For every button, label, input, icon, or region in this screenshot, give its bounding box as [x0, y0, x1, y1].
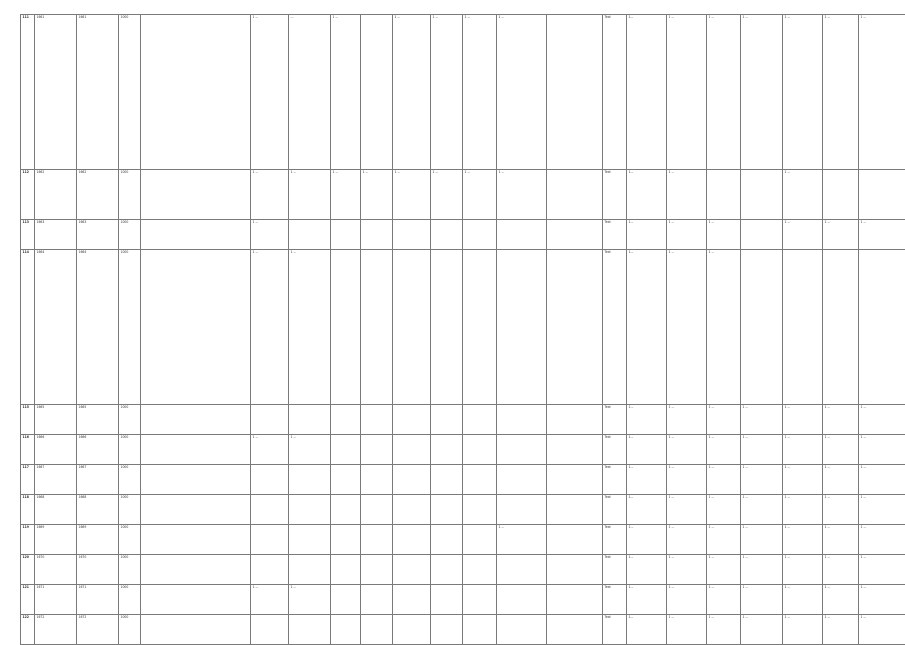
- table-cell[interactable]: [393, 525, 431, 555]
- table-cell[interactable]: [393, 250, 431, 405]
- table-cell[interactable]: 1...: [627, 615, 667, 645]
- table-cell[interactable]: 1...: [627, 555, 667, 585]
- table-cell[interactable]: 1...: [627, 525, 667, 555]
- table-cell[interactable]: 1 ...: [251, 15, 289, 170]
- table-cell[interactable]: [393, 555, 431, 585]
- table-cell[interactable]: 122: [21, 615, 35, 645]
- table-cell[interactable]: 1 ...: [497, 15, 547, 170]
- table-row: [21, 615, 905, 645]
- table-cell[interactable]: 1 ...: [251, 250, 289, 405]
- table-cell[interactable]: 1 ...: [741, 405, 783, 435]
- table-cell[interactable]: 1 ...: [361, 170, 393, 220]
- table-cell[interactable]: [497, 465, 547, 495]
- table-cell[interactable]: 1669: [35, 525, 77, 555]
- table-cell[interactable]: [141, 220, 251, 250]
- table-cell[interactable]: 1 ...: [667, 555, 707, 585]
- table-cell[interactable]: [289, 615, 331, 645]
- table-cell[interactable]: [823, 170, 859, 220]
- table-cell[interactable]: 1 ...: [707, 15, 741, 170]
- table-cell[interactable]: 1 ...: [741, 555, 783, 585]
- table-cell[interactable]: 117: [21, 465, 35, 495]
- table-cell[interactable]: 1 ...: [667, 170, 707, 220]
- table-cell[interactable]: 1000: [119, 405, 141, 435]
- table-cell[interactable]: 118: [21, 495, 35, 525]
- table-cell[interactable]: 1663: [77, 220, 119, 250]
- table-cell[interactable]: 1 ...: [823, 465, 859, 495]
- table-cell[interactable]: 1 ...: [823, 525, 859, 555]
- table-cell[interactable]: 1 ...: [707, 495, 741, 525]
- table-cell[interactable]: 1661: [77, 15, 119, 170]
- table-cell[interactable]: 1 ...: [431, 15, 463, 170]
- table-cell[interactable]: 1666: [35, 435, 77, 465]
- table-cell[interactable]: 1 ...: [393, 15, 431, 170]
- table-cell[interactable]: [141, 585, 251, 615]
- table-cell[interactable]: 1 ...: [783, 495, 823, 525]
- table-cell[interactable]: 116: [21, 435, 35, 465]
- table-cell[interactable]: [497, 615, 547, 645]
- table-cell[interactable]: 113: [21, 220, 35, 250]
- table-row: [21, 495, 905, 525]
- table-cell[interactable]: 1000: [119, 220, 141, 250]
- table-cell[interactable]: 1 ...: [783, 220, 823, 250]
- table-cell[interactable]: [361, 250, 393, 405]
- table-cell[interactable]: 1 ...: [823, 555, 859, 585]
- table-cell[interactable]: 1 ...: [667, 15, 707, 170]
- table-cell[interactable]: 1...: [627, 15, 667, 170]
- table-cell[interactable]: [547, 405, 603, 435]
- table-cell[interactable]: Text: [603, 465, 627, 495]
- table-cell[interactable]: [547, 250, 603, 405]
- table-cell[interactable]: [497, 405, 547, 435]
- table-cell[interactable]: 1 ...: [783, 525, 823, 555]
- table-cell[interactable]: 1 ...: [859, 465, 905, 495]
- table-cell[interactable]: [431, 585, 463, 615]
- table-cell[interactable]: [361, 585, 393, 615]
- table-cell[interactable]: [393, 435, 431, 465]
- table-cell[interactable]: 1 ...: [783, 15, 823, 170]
- table-cell[interactable]: [141, 250, 251, 405]
- table-cell[interactable]: 1663: [35, 220, 77, 250]
- table-cell[interactable]: [463, 435, 497, 465]
- table-cell[interactable]: 1...: [627, 405, 667, 435]
- table-cell[interactable]: Text: [603, 615, 627, 645]
- table-cell[interactable]: 1 ...: [783, 615, 823, 645]
- table-cell[interactable]: [393, 465, 431, 495]
- table-cell[interactable]: 1 ...: [783, 405, 823, 435]
- table-cell[interactable]: 1 ...: [251, 170, 289, 220]
- table-cell[interactable]: [361, 435, 393, 465]
- table-body: [21, 15, 905, 645]
- table-cell[interactable]: 1 ...: [667, 495, 707, 525]
- table-cell[interactable]: 1667: [77, 465, 119, 495]
- table-cell[interactable]: 1 ...: [783, 465, 823, 495]
- table-cell[interactable]: 1662: [35, 170, 77, 220]
- table-row: [21, 525, 905, 555]
- table-cell[interactable]: 1 ...: [667, 250, 707, 405]
- table-cell[interactable]: [361, 615, 393, 645]
- table-cell[interactable]: 1 ...: [707, 465, 741, 495]
- table-cell[interactable]: [331, 250, 361, 405]
- table-cell[interactable]: 1 ...: [823, 15, 859, 170]
- table-cell[interactable]: [497, 435, 547, 465]
- table-cell[interactable]: [331, 435, 361, 465]
- table-cell[interactable]: [783, 250, 823, 405]
- table-cell[interactable]: [251, 465, 289, 495]
- table-cell[interactable]: 1 ...: [463, 15, 497, 170]
- table-cell[interactable]: 1 ...: [823, 615, 859, 645]
- table-cell[interactable]: Text: [603, 220, 627, 250]
- table-row: [21, 435, 905, 465]
- table-cell[interactable]: [431, 495, 463, 525]
- table-cell[interactable]: 1 ...: [823, 585, 859, 615]
- table-cell[interactable]: 1668: [35, 495, 77, 525]
- table-cell[interactable]: 1 ...: [667, 525, 707, 555]
- table-cell[interactable]: 1 ...: [431, 170, 463, 220]
- table-cell[interactable]: 1 ...: [393, 170, 431, 220]
- table-cell[interactable]: 1000: [119, 15, 141, 170]
- table-cell[interactable]: Text: [603, 585, 627, 615]
- table-cell[interactable]: 1...: [627, 250, 667, 405]
- table-cell[interactable]: [251, 615, 289, 645]
- table-cell[interactable]: [331, 525, 361, 555]
- table-cell[interactable]: [823, 250, 859, 405]
- table-cell[interactable]: 1664: [35, 250, 77, 405]
- table-cell[interactable]: 1 ...: [707, 405, 741, 435]
- table-cell[interactable]: 1 ...: [823, 220, 859, 250]
- table-cell[interactable]: 1 ...: [497, 170, 547, 220]
- table-cell[interactable]: [547, 435, 603, 465]
- data-table: [20, 14, 905, 645]
- table-cell[interactable]: [361, 465, 393, 495]
- table-cell[interactable]: 1...: [627, 495, 667, 525]
- table-cell[interactable]: 1...: [627, 465, 667, 495]
- table-cell[interactable]: 111: [21, 15, 35, 170]
- table-cell[interactable]: 1664: [77, 250, 119, 405]
- table-cell[interactable]: 1 ...: [741, 465, 783, 495]
- table-cell[interactable]: [393, 615, 431, 645]
- table-cell[interactable]: Text: [603, 15, 627, 170]
- table-cell[interactable]: [431, 250, 463, 405]
- table-cell[interactable]: [547, 525, 603, 555]
- table-cell[interactable]: [741, 170, 783, 220]
- table-cell[interactable]: [547, 15, 603, 170]
- table-cell[interactable]: 1 ...: [251, 435, 289, 465]
- table-cell[interactable]: 1 ...: [667, 585, 707, 615]
- table-cell[interactable]: [463, 220, 497, 250]
- table-cell[interactable]: [289, 405, 331, 435]
- table-cell[interactable]: [141, 495, 251, 525]
- table-cell[interactable]: [393, 405, 431, 435]
- table-cell[interactable]: [463, 585, 497, 615]
- table-cell[interactable]: [463, 555, 497, 585]
- table-cell[interactable]: 1 ...: [463, 170, 497, 220]
- table-cell[interactable]: [547, 170, 603, 220]
- table-cell[interactable]: 1 ...: [783, 585, 823, 615]
- table-cell[interactable]: [251, 525, 289, 555]
- table-cell[interactable]: [141, 170, 251, 220]
- table-cell[interactable]: 1 ...: [497, 525, 547, 555]
- table-cell[interactable]: 1 ...: [783, 555, 823, 585]
- table-cell[interactable]: [497, 495, 547, 525]
- table-cell[interactable]: [463, 250, 497, 405]
- table-cell[interactable]: 1000: [119, 585, 141, 615]
- table-cell[interactable]: 119: [21, 525, 35, 555]
- table-cell[interactable]: [141, 555, 251, 585]
- table-cell[interactable]: 1 ...: [783, 170, 823, 220]
- table-cell[interactable]: [431, 220, 463, 250]
- table-cell[interactable]: 1 ...: [741, 615, 783, 645]
- table-cell[interactable]: [431, 405, 463, 435]
- table-cell[interactable]: 1 ...: [741, 15, 783, 170]
- table-row: [21, 250, 905, 405]
- table-cell[interactable]: 1 ...: [667, 220, 707, 250]
- table-cell[interactable]: 1000: [119, 615, 141, 645]
- table-row: [21, 220, 905, 250]
- table-cell[interactable]: 1 ...: [289, 435, 331, 465]
- table-cell[interactable]: [431, 465, 463, 495]
- table-cell[interactable]: [141, 465, 251, 495]
- table-cell[interactable]: 112: [21, 170, 35, 220]
- table-cell[interactable]: 1 ...: [741, 585, 783, 615]
- table-cell[interactable]: 1671: [77, 585, 119, 615]
- table-cell[interactable]: [393, 495, 431, 525]
- table-cell[interactable]: 115: [21, 405, 35, 435]
- table-cell[interactable]: 121: [21, 585, 35, 615]
- table-cell[interactable]: 1 ...: [251, 585, 289, 615]
- table-row: [21, 170, 905, 220]
- table-cell[interactable]: Text: [603, 555, 627, 585]
- table-cell[interactable]: 1 ...: [859, 435, 905, 465]
- table-cell[interactable]: 1668: [77, 495, 119, 525]
- table-cell[interactable]: [289, 220, 331, 250]
- table-cell[interactable]: [331, 405, 361, 435]
- table-cell[interactable]: [331, 465, 361, 495]
- table-cell[interactable]: [141, 435, 251, 465]
- table-cell[interactable]: [741, 250, 783, 405]
- table-cell[interactable]: 1671: [35, 585, 77, 615]
- table-cell[interactable]: ...: [289, 15, 331, 170]
- table-cell[interactable]: 1 ...: [741, 495, 783, 525]
- table-cell[interactable]: 1 ...: [707, 250, 741, 405]
- table-cell[interactable]: 1661: [35, 15, 77, 170]
- table-cell[interactable]: Text: [603, 495, 627, 525]
- table-cell[interactable]: Text: [603, 170, 627, 220]
- table-cell[interactable]: [859, 170, 905, 220]
- table-cell[interactable]: 1 ...: [331, 170, 361, 220]
- table-cell[interactable]: [251, 495, 289, 525]
- table-cell[interactable]: 1672: [77, 615, 119, 645]
- table-cell[interactable]: 1 ...: [707, 555, 741, 585]
- table-cell[interactable]: [393, 585, 431, 615]
- table-cell[interactable]: [431, 525, 463, 555]
- table-cell[interactable]: [251, 405, 289, 435]
- table-cell[interactable]: 1 ...: [707, 615, 741, 645]
- table-cell[interactable]: 1000: [119, 555, 141, 585]
- table-cell[interactable]: [361, 220, 393, 250]
- table-cell[interactable]: 1 ...: [667, 615, 707, 645]
- table-cell[interactable]: [497, 555, 547, 585]
- table-cell[interactable]: [547, 555, 603, 585]
- table-cell[interactable]: 1665: [35, 405, 77, 435]
- table-cell[interactable]: 1...: [627, 170, 667, 220]
- table-cell[interactable]: [547, 220, 603, 250]
- table-cell[interactable]: [547, 585, 603, 615]
- table-cell[interactable]: 1000: [119, 250, 141, 405]
- table-cell[interactable]: 1665: [77, 405, 119, 435]
- table-cell[interactable]: 1 ...: [859, 615, 905, 645]
- table-cell[interactable]: 1 ...: [859, 15, 905, 170]
- table-cell[interactable]: 1000: [119, 525, 141, 555]
- table-cell[interactable]: 1 ...: [823, 435, 859, 465]
- table-cell[interactable]: [331, 495, 361, 525]
- table-cell[interactable]: [547, 465, 603, 495]
- table-cell[interactable]: 1 ...: [289, 585, 331, 615]
- table-cell[interactable]: [331, 615, 361, 645]
- table-cell[interactable]: [289, 495, 331, 525]
- table-cell[interactable]: [463, 405, 497, 435]
- table-cell[interactable]: 1 ...: [707, 435, 741, 465]
- table-cell[interactable]: 1 ...: [289, 250, 331, 405]
- table-cell[interactable]: 1 ...: [289, 170, 331, 220]
- table-cell[interactable]: [431, 555, 463, 585]
- table-cell[interactable]: 1 ...: [859, 585, 905, 615]
- table-cell[interactable]: [547, 495, 603, 525]
- table-cell[interactable]: 1 ...: [859, 405, 905, 435]
- table-cell[interactable]: 1 ...: [823, 495, 859, 525]
- table-cell[interactable]: [331, 555, 361, 585]
- table-cell[interactable]: 1667: [35, 465, 77, 495]
- table-cell[interactable]: [289, 555, 331, 585]
- table-cell[interactable]: [361, 555, 393, 585]
- table-cell[interactable]: [463, 615, 497, 645]
- table-cell[interactable]: 1670: [35, 555, 77, 585]
- table-cell[interactable]: [361, 495, 393, 525]
- table-cell[interactable]: [361, 15, 393, 170]
- table-cell[interactable]: [289, 465, 331, 495]
- table-cell[interactable]: 1 ...: [707, 585, 741, 615]
- table-cell[interactable]: 1 ...: [823, 405, 859, 435]
- table-cell[interactable]: 1000: [119, 465, 141, 495]
- table-cell[interactable]: 1...: [627, 585, 667, 615]
- table-cell[interactable]: Text: [603, 250, 627, 405]
- table-cell[interactable]: [497, 250, 547, 405]
- table-cell[interactable]: 1 ...: [667, 435, 707, 465]
- table-cell[interactable]: 1000: [119, 435, 141, 465]
- table-cell[interactable]: 1 ...: [741, 525, 783, 555]
- table-cell[interactable]: Text: [603, 525, 627, 555]
- table-cell[interactable]: 1 ...: [331, 15, 361, 170]
- table-cell[interactable]: 1 ...: [251, 220, 289, 250]
- table-cell[interactable]: Text: [603, 435, 627, 465]
- table-cell[interactable]: [331, 585, 361, 615]
- spreadsheet: [20, 14, 893, 645]
- table-cell[interactable]: 1...: [627, 220, 667, 250]
- table-cell[interactable]: 114: [21, 250, 35, 405]
- table-cell[interactable]: [707, 170, 741, 220]
- table-cell[interactable]: [431, 615, 463, 645]
- table-row: [21, 15, 905, 170]
- table-cell[interactable]: [331, 220, 361, 250]
- table-cell[interactable]: [497, 585, 547, 615]
- table-cell[interactable]: 1 ...: [667, 405, 707, 435]
- table-row: [21, 465, 905, 495]
- table-cell[interactable]: 120: [21, 555, 35, 585]
- table-cell[interactable]: [141, 615, 251, 645]
- table-cell[interactable]: 1 ...: [707, 525, 741, 555]
- table-cell[interactable]: [431, 435, 463, 465]
- table-cell[interactable]: [547, 615, 603, 645]
- table-cell[interactable]: 1662: [77, 170, 119, 220]
- table-cell[interactable]: 1670: [77, 555, 119, 585]
- table-cell[interactable]: 1 ...: [783, 435, 823, 465]
- table-cell[interactable]: 1000: [119, 495, 141, 525]
- table-cell[interactable]: 1 ...: [859, 555, 905, 585]
- table-cell[interactable]: 1...: [627, 435, 667, 465]
- table-cell[interactable]: [393, 220, 431, 250]
- table-cell[interactable]: [251, 555, 289, 585]
- table-cell[interactable]: [497, 220, 547, 250]
- table-cell[interactable]: [141, 405, 251, 435]
- table-cell[interactable]: [741, 220, 783, 250]
- table-cell[interactable]: [463, 525, 497, 555]
- table-cell[interactable]: 1 ...: [667, 465, 707, 495]
- table-cell[interactable]: [361, 525, 393, 555]
- table-cell[interactable]: 1000: [119, 170, 141, 220]
- table-cell[interactable]: [141, 15, 251, 170]
- table-cell[interactable]: [289, 525, 331, 555]
- table-cell[interactable]: 1 ...: [707, 220, 741, 250]
- table-row: [21, 405, 905, 435]
- table-cell[interactable]: [361, 405, 393, 435]
- table-cell[interactable]: [141, 525, 251, 555]
- table-cell[interactable]: 1672: [35, 615, 77, 645]
- table-row: [21, 555, 905, 585]
- table-cell[interactable]: [463, 495, 497, 525]
- table-cell[interactable]: 1 ...: [859, 495, 905, 525]
- table-cell[interactable]: 1 ...: [741, 435, 783, 465]
- table-cell[interactable]: Text: [603, 405, 627, 435]
- table-cell[interactable]: 1 ...: [859, 220, 905, 250]
- table-cell[interactable]: 1 ...: [859, 525, 905, 555]
- table-cell[interactable]: 1669: [77, 525, 119, 555]
- table-cell[interactable]: [463, 465, 497, 495]
- table-cell[interactable]: 1666: [77, 435, 119, 465]
- table-cell[interactable]: [859, 250, 905, 405]
- table-row: [21, 585, 905, 615]
